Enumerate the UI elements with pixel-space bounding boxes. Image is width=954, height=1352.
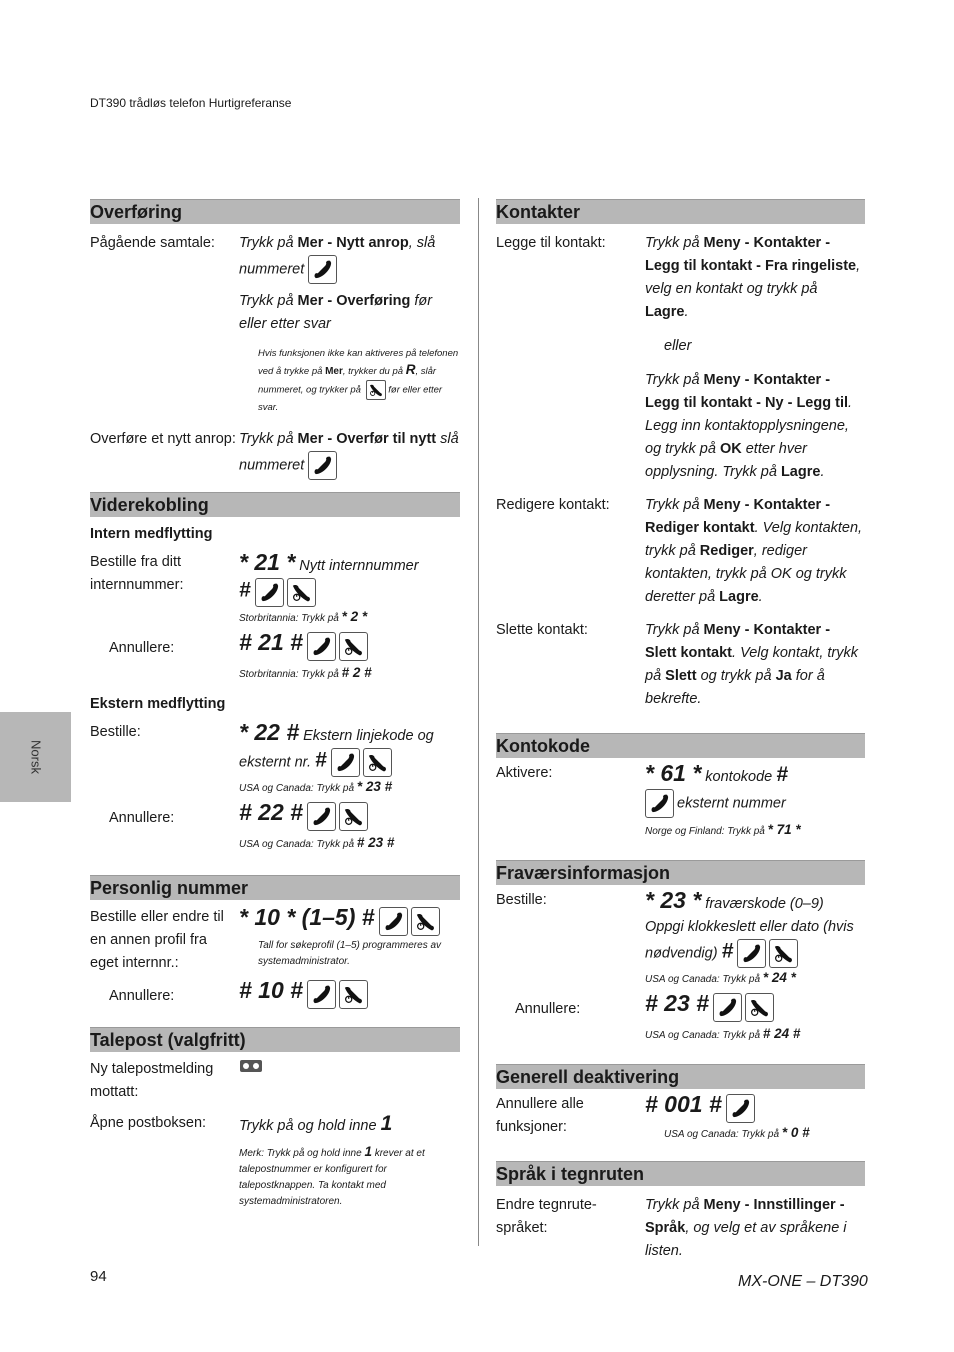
menu-path: Lagre — [780, 464, 821, 480]
code: # 22 # — [239, 799, 303, 825]
text: . — [820, 464, 825, 480]
row-label: Legge til kontakt: — [496, 235, 606, 251]
row-annullere-intern — [90, 631, 460, 665]
menu-path: Lagre — [719, 589, 759, 605]
row-ny-talepost — [90, 1058, 460, 1104]
row-overfore-nytt-anrop — [90, 428, 460, 480]
note-text: Merk: Trykk på og hold inne — [239, 1148, 365, 1159]
onhook-icon — [363, 748, 392, 777]
note-text: Norge og Finland: Trykk på — [645, 826, 768, 837]
menu-path: Rediger — [699, 543, 754, 559]
offhook-icon — [307, 632, 336, 661]
row-label: Bestille fra ditt internnummer: — [90, 554, 184, 593]
section-overforing: Overføring — [90, 199, 460, 224]
text: Trykk på — [239, 431, 298, 447]
row-label: Aktivere: — [496, 765, 553, 781]
note-text: før eller etter svar. — [258, 384, 443, 413]
note-text: krever at et talepostnummer er konfigurert for talepostknappen. Ta kontakt med systemadministratoren. — [239, 1148, 425, 1207]
row-value — [239, 551, 460, 607]
onhook-icon — [769, 939, 798, 968]
row-value — [239, 906, 460, 975]
note-talepost — [90, 1144, 460, 1210]
side-tab-label: Norsk — [28, 740, 43, 774]
row-legge-til-kontakt — [496, 232, 865, 484]
note-fravaer-a — [496, 1026, 865, 1044]
section-kontokode: Kontokode — [496, 733, 865, 758]
note-profil: Tall for søkeprofil (1–5) programmeres av systemadministrator. — [258, 939, 442, 967]
row-value — [239, 232, 460, 336]
text: , slå nummeret — [239, 235, 436, 278]
row-endre-sprak — [496, 1194, 865, 1263]
hash-key: # — [776, 763, 788, 786]
offhook-icon — [308, 255, 337, 284]
hash-key: # — [721, 939, 734, 963]
row-label: Bestille eller endre til en annen profil fra eget internnr.: — [90, 909, 224, 971]
hash-key: # — [239, 578, 251, 602]
row-label: Annullere: — [109, 640, 175, 656]
row-aktivere — [496, 762, 865, 818]
row-value — [239, 721, 460, 777]
row-value — [645, 1194, 865, 1263]
column-divider — [478, 198, 479, 1246]
offhook-icon — [255, 578, 284, 607]
left-column — [90, 199, 460, 1210]
menu-path: Meny - Kontakter - Slett kontakt — [645, 622, 831, 661]
code: # 001 # — [645, 1091, 722, 1117]
menu-path: Lagre — [645, 304, 685, 320]
text: Trykk på — [645, 235, 704, 251]
code: * 23 * — [645, 887, 702, 913]
row-label: Ny talepostmelding mottatt: — [90, 1061, 214, 1100]
row-annullere-fravaer — [496, 992, 865, 1026]
row-value — [645, 762, 865, 818]
menu-path: Mer - Nytt anrop — [297, 235, 409, 251]
key-1: 1 — [380, 1112, 393, 1135]
right-column — [496, 199, 865, 1263]
text: Trykk på og hold inne — [239, 1118, 381, 1134]
section-fravaer: Fraværsinformasjon — [496, 860, 865, 885]
note-code: * 2 * — [341, 609, 368, 624]
note-text: , trykker du på — [342, 366, 406, 377]
note-text: USA og Canada: Trykk på — [239, 783, 357, 794]
row-label: Annullere: — [109, 988, 175, 1004]
note-text: USA og Canada: Trykk på — [239, 839, 357, 850]
hash-key: # — [315, 748, 327, 772]
text: . Velg kontakten, trykk på — [645, 520, 863, 559]
code: * 21 * — [239, 549, 296, 575]
onhook-icon — [339, 632, 368, 661]
offhook-icon — [307, 802, 336, 831]
code: # 23 # — [645, 990, 709, 1016]
row-label: Åpne postboksen: — [90, 1115, 207, 1131]
note-a1 — [90, 665, 460, 683]
text: , rediger kontakten, trykk på OK og trykk deretter på — [645, 543, 847, 605]
text: , og velg et av språkene i listen. — [645, 1219, 847, 1259]
onhook-icon — [366, 380, 386, 400]
text: . Velg kontakt, trykk på — [645, 645, 858, 684]
row-value — [239, 979, 460, 1013]
row-label: Annullere: — [515, 1001, 581, 1017]
row-label: Annullere alle funksjoner: — [496, 1096, 584, 1135]
note-text: , slår nummeret, og trykker på — [258, 366, 437, 396]
text: . Legg inn kontaktopplysningene, og trykk på — [645, 395, 853, 457]
row-value — [239, 631, 460, 665]
note-bold: Mer — [325, 366, 343, 377]
row-bestille-ekstern — [90, 721, 460, 777]
note-code: # 2 # — [341, 665, 372, 680]
note-fravaer-b — [496, 970, 865, 988]
text: for å bekrefte. — [645, 668, 825, 707]
code: * 22 # — [239, 719, 300, 745]
section-viderekobling: Viderekobling — [90, 492, 460, 517]
row-bestille-intern — [90, 551, 460, 607]
note-b1 — [90, 609, 460, 627]
text: , velg en kontakt og trykk på — [645, 258, 861, 297]
row-bestille-profil — [90, 906, 460, 975]
onhook-icon — [287, 578, 316, 607]
row-bestille-fravaer — [496, 889, 865, 968]
menu-path: Slett — [665, 668, 697, 684]
note-generell — [645, 1125, 865, 1143]
note-text: Storbritannia: Trykk på — [239, 613, 342, 624]
text: og trykk på — [696, 668, 776, 684]
text: Trykk på — [645, 372, 704, 388]
row-annullere-ekstern — [90, 801, 460, 835]
row-value — [239, 801, 460, 835]
section-talepost: Talepost (valgfritt) — [90, 1027, 460, 1052]
text: kontokode — [701, 769, 777, 785]
product-name: MX-ONE – DT390 — [738, 1273, 868, 1290]
note-code: # 24 # — [762, 1026, 801, 1041]
section-kontakter: Kontakter — [496, 199, 865, 224]
text: Trykk på — [239, 235, 298, 251]
row-label: Bestille: — [496, 892, 547, 908]
offhook-icon — [726, 1094, 755, 1123]
row-label: Overføre et nytt anrop: — [90, 431, 236, 447]
note-code: 1 — [364, 1144, 372, 1159]
row-label: Bestille: — [90, 724, 141, 740]
onhook-icon — [339, 802, 368, 831]
note-code: * 71 * — [767, 822, 801, 837]
text: Ekstern linjekode og eksternt nr. — [239, 728, 434, 771]
menu-path: Mer - Overfør til nytt — [297, 431, 437, 447]
menu-path: Meny - Kontakter - Legg til kontakt - Fra ringeliste — [645, 235, 857, 274]
note-text: USA og Canada: Trykk på — [664, 1128, 782, 1140]
text: Trykk på — [645, 1196, 704, 1213]
row-annullere-alle — [496, 1093, 865, 1143]
offhook-icon — [308, 451, 337, 480]
offhook-icon — [737, 939, 766, 968]
offhook-icon — [379, 907, 408, 936]
text: fraværskode (0–9) Oppgi klokkeslett eller dato (hvis nødvendig) — [645, 896, 854, 962]
row-value — [645, 889, 865, 968]
row-label: Slette kontakt: — [496, 622, 588, 638]
subheading-ekstern: Ekstern medflytting — [90, 696, 226, 712]
code: * 10 * (1–5) # — [239, 904, 375, 930]
note-b2 — [90, 779, 460, 797]
row-annullere-profil — [90, 979, 460, 1013]
note-code: # 23 # — [356, 835, 395, 850]
onhook-icon — [411, 907, 440, 936]
row-value — [239, 1058, 460, 1104]
onhook-icon — [745, 993, 774, 1022]
offhook-icon — [307, 980, 336, 1009]
note-code: * 23 # — [356, 779, 393, 794]
row-value — [645, 1093, 865, 1143]
note-text: Storbritannia: Trykk på — [239, 669, 342, 680]
note-overforing — [90, 346, 460, 416]
section-generell-deaktivering: Generell deaktivering — [496, 1064, 865, 1089]
note-code: * 24 * — [762, 970, 796, 985]
row-value — [239, 428, 460, 480]
offhook-icon — [645, 789, 674, 818]
row-apne-postboksen — [90, 1112, 460, 1138]
row-value — [645, 232, 865, 484]
language-side-tab — [0, 712, 71, 802]
note-a2 — [90, 835, 460, 853]
note-text: USA og Canada: Trykk på — [645, 974, 763, 985]
section-sprak: Språk i tegnruten — [496, 1161, 865, 1186]
onhook-icon — [339, 980, 368, 1009]
voicemail-icon — [239, 1059, 263, 1073]
text: Trykk på — [645, 497, 704, 513]
code: # 10 # — [239, 977, 303, 1003]
subheading-intern: Intern medflytting — [90, 526, 213, 542]
menu-path: Meny - Innstillinger - Språk — [645, 1196, 845, 1236]
text: . — [758, 589, 763, 605]
text: før eller etter svar — [239, 293, 433, 332]
menu-path: Meny - Kontakter - Rediger kontakt — [645, 497, 831, 536]
text: Trykk på — [645, 622, 704, 638]
page-number: 94 — [90, 1268, 107, 1285]
row-value — [645, 619, 865, 711]
menu-path: Mer - Overføring — [297, 293, 411, 309]
text: eksternt nummer — [677, 795, 786, 812]
code: * 61 * — [645, 760, 702, 786]
text: Nytt internnummer — [295, 558, 419, 574]
page-header: DT390 trådløs telefon Hurtigreferanse — [90, 96, 292, 110]
note-text: USA og Canada: Trykk på — [645, 1030, 763, 1041]
row-label: Redigere kontakt: — [496, 497, 610, 513]
menu-path: Meny - Kontakter - Legg til kontakt - Ny - Legg til — [645, 372, 848, 411]
row-redigere-kontakt — [496, 494, 865, 609]
row-label: Annullere: — [109, 810, 175, 826]
row-label: Pågående samtale: — [90, 235, 215, 251]
menu-path: Ja — [775, 668, 792, 684]
row-label: Endre tegnrute-språket: — [496, 1196, 597, 1236]
offhook-icon — [713, 993, 742, 1022]
or-text: eller — [664, 338, 692, 354]
section-personlig-nummer: Personlig nummer — [90, 875, 460, 900]
text: . — [684, 304, 689, 320]
r-key: R — [405, 362, 416, 377]
text: Trykk på — [239, 293, 298, 309]
ok-key: OK — [719, 441, 742, 457]
code: # 21 # — [239, 629, 303, 655]
row-pagaende-samtale — [90, 232, 460, 336]
row-value — [645, 992, 865, 1026]
note-code: * 0 # — [781, 1124, 810, 1140]
row-value — [645, 494, 865, 609]
note-kontokode — [496, 822, 865, 840]
text: slå nummeret — [239, 431, 459, 474]
row-slette-kontakt — [496, 619, 865, 711]
note-text: Hvis funksjonen ikke kan aktiveres på telefonen ved å trykke på — [258, 348, 459, 377]
row-value — [239, 1112, 460, 1138]
text: etter hver opplysning. Trykk på — [645, 441, 807, 480]
offhook-icon — [331, 748, 360, 777]
